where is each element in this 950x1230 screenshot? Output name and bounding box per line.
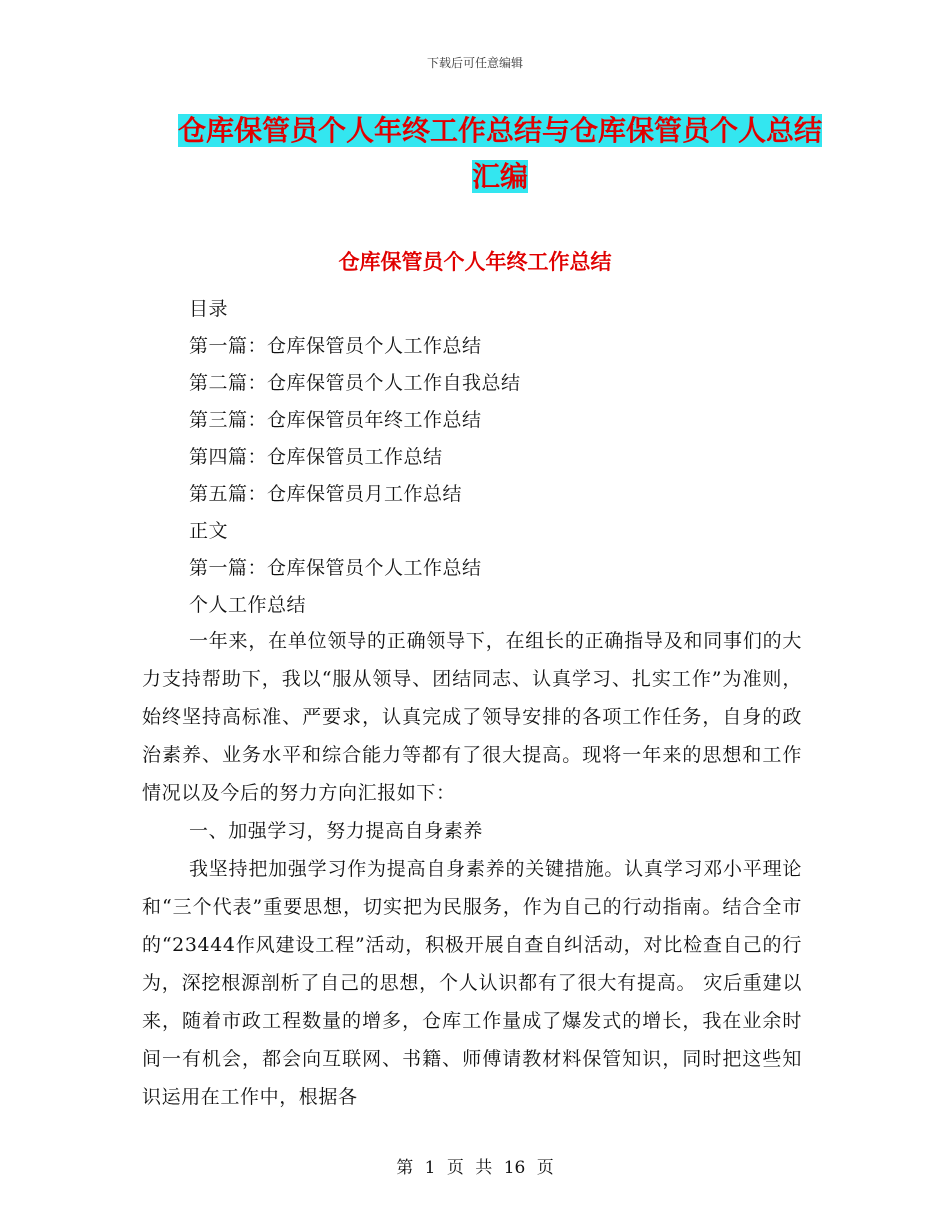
table-of-contents [189,291,521,624]
document-subtitle: 仓库保管员个人年终工作总结 [338,250,612,274]
toc-item: 第一篇：仓库保管员个人工作总结 [189,335,482,357]
toc-item: 第五篇：仓库保管员月工作总结 [189,483,463,505]
section-heading: 第一篇：仓库保管员个人工作总结 [189,557,482,579]
paragraph: 一年来，在单位领导的正确领导下，在组长的正确指导及和同事们的大力支持帮助下，我以“服从领导、团结同志、认真学习、扎实工作”为准则，始终坚持高标准、严要求，认真完成了领导安排的各项工作任务，自身的政治素养、业务水平和综合能力等都有了很大提高。现将一年来的思想和工作情况以及今后的努力方向汇报如下： [142,630,802,804]
paragraph: 我坚持把加强学习作为提高自身素养的关键措施。认真学习邓小平理论和“三个代表”重要思想，切实把为民服务，作为自己的行动指南。结合全市的“23444作风建设工程”活动，积极开展自查自纠活动，对比检查自己的行为，深挖根源剖析了自己的思想，个人认识都有了很大有提高。 灾后重建以来，随着市政工程数量的增多，仓库工作量成了爆发式的增长，我在业余时间一有机会，都会向互联网、书籍、师傅请教材料保管知识，同时把这些知识运用在工作中，根据各 [142,858,802,1108]
section-subheading: 个人工作总结 [189,594,307,616]
body-heading: 正文 [189,520,229,542]
toc-item: 第二篇：仓库保管员个人工作自我总结 [189,372,521,394]
document-title [140,108,860,200]
paragraph-heading: 一、加强学习，努力提高自身素养 [189,820,484,842]
title-line-1: 仓库保管员个人年终工作总结与仓库保管员个人总结 [177,114,822,147]
toc-heading: 目录 [189,298,229,320]
title-line-2: 汇编 [471,160,528,193]
header-note: 下载后可任意编辑 [426,56,523,70]
body-text [142,622,802,1116]
toc-item: 第四篇：仓库保管员工作总结 [189,446,443,468]
page-number: 第 1 页 共 16 页 [396,1158,554,1178]
toc-item: 第三篇：仓库保管员年终工作总结 [189,409,482,431]
